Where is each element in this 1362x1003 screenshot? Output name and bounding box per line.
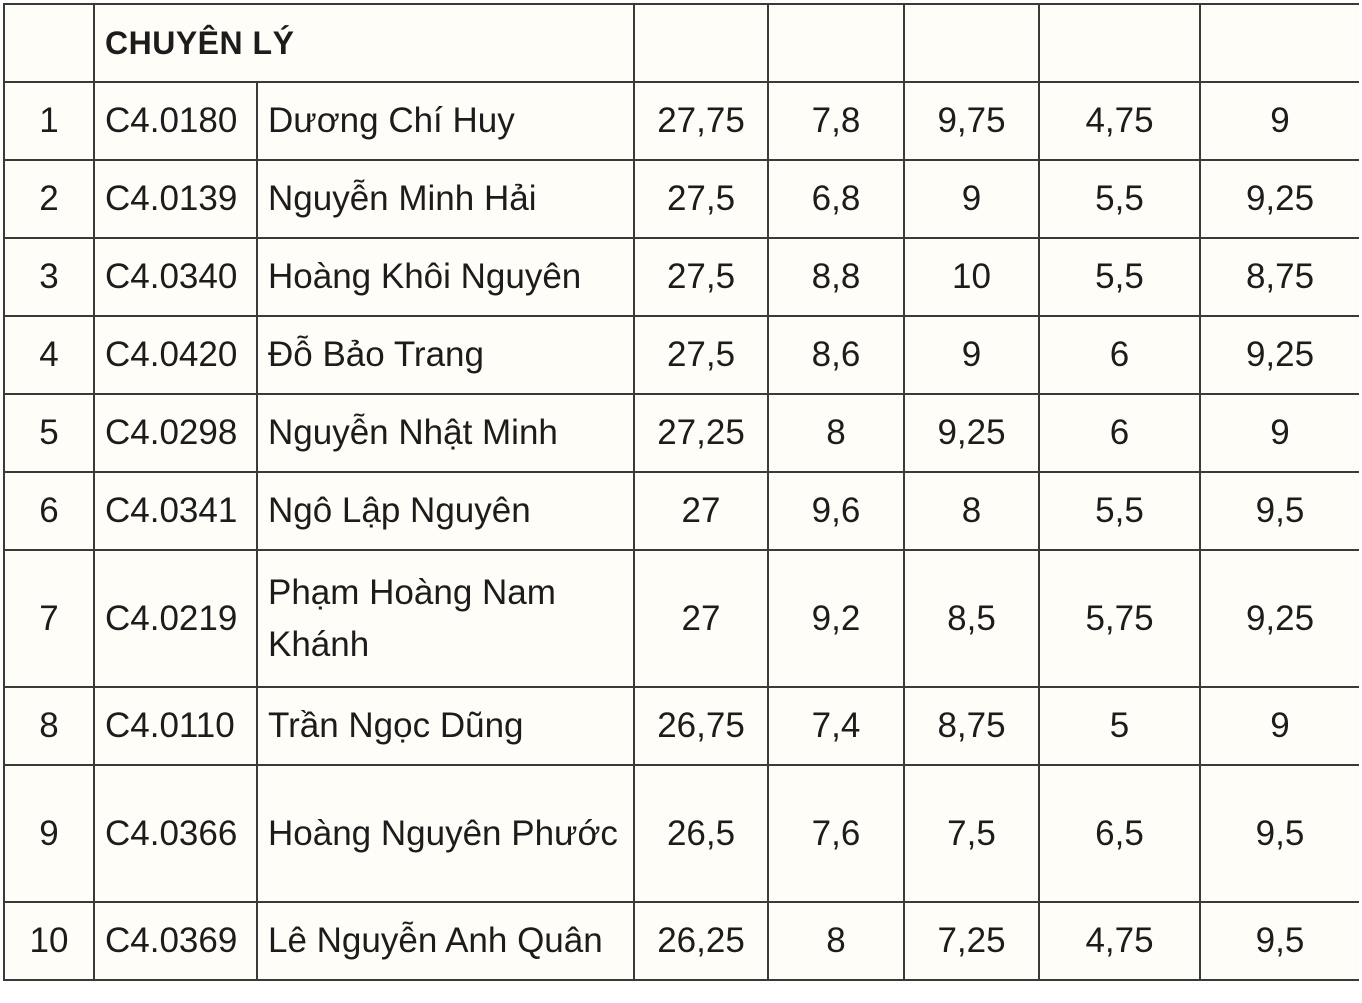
section-header-empty-cell [4,4,94,82]
score-cell: 8 [768,394,904,472]
rank-cell: 5 [4,394,94,472]
score-cell: 7,6 [768,765,904,902]
score-cell: 9,25 [1200,160,1359,238]
score-cell: 5,5 [1039,238,1200,316]
table-row [4,902,1359,980]
table-row [4,394,1359,472]
candidate-id-cell: C4.0219 [94,550,257,687]
candidate-id-cell: C4.0420 [94,316,257,394]
total-score-cell: 26,75 [634,687,768,765]
candidate-id-cell: C4.0298 [94,394,257,472]
candidate-id-cell: C4.0110 [94,687,257,765]
candidate-id-cell: C4.0369 [94,902,257,980]
student-name-cell: Ngô Lập Nguyên [257,472,634,550]
rank-cell: 4 [4,316,94,394]
score-cell: 9,75 [904,82,1039,160]
table-row [4,550,1359,687]
score-cell: 5 [1039,687,1200,765]
score-cell: 9 [904,316,1039,394]
section-header-empty-cell [1200,4,1359,82]
score-cell: 5,75 [1039,550,1200,687]
score-cell: 8,75 [904,687,1039,765]
table-row [4,160,1359,238]
score-cell: 5,5 [1039,472,1200,550]
score-cell: 6,8 [768,160,904,238]
table-row [4,82,1359,160]
score-cell: 7,8 [768,82,904,160]
table-row [4,238,1359,316]
candidate-id-cell: C4.0139 [94,160,257,238]
rank-cell: 8 [4,687,94,765]
student-name-cell: Phạm Hoàng Nam Khánh [257,550,634,687]
score-cell: 9,2 [768,550,904,687]
candidate-id-cell: C4.0340 [94,238,257,316]
student-name-cell: Nguyễn Minh Hải [257,160,634,238]
score-cell: 9,5 [1200,765,1359,902]
score-cell: 9,6 [768,472,904,550]
rank-cell: 6 [4,472,94,550]
score-cell: 9 [1200,394,1359,472]
student-name-cell: Dương Chí Huy [257,82,634,160]
rank-cell: 2 [4,160,94,238]
total-score-cell: 27,25 [634,394,768,472]
rank-cell: 7 [4,550,94,687]
section-header-empty-cell [1039,4,1200,82]
total-score-cell: 27,5 [634,316,768,394]
score-cell: 6 [1039,316,1200,394]
candidate-id-cell: C4.0366 [94,765,257,902]
table-row [4,472,1359,550]
candidate-id-cell: C4.0180 [94,82,257,160]
score-cell: 9,25 [1200,316,1359,394]
total-score-cell: 27 [634,472,768,550]
total-score-cell: 27 [634,550,768,687]
section-header-row [4,4,1359,82]
total-score-cell: 27,75 [634,82,768,160]
total-score-cell: 26,25 [634,902,768,980]
section-title: CHUYÊN LÝ [94,4,634,82]
table-row [4,316,1359,394]
student-name-cell: Hoàng Nguyên Phước [257,765,634,902]
rank-cell: 9 [4,765,94,902]
score-cell: 7,25 [904,902,1039,980]
score-cell: 7,4 [768,687,904,765]
student-name-cell: Hoàng Khôi Nguyên [257,238,634,316]
section-header-empty-cell [904,4,1039,82]
section-header-empty-cell [634,4,768,82]
total-score-cell: 27,5 [634,160,768,238]
student-name-cell: Đỗ Bảo Trang [257,316,634,394]
score-cell: 8 [904,472,1039,550]
score-cell: 9,25 [1200,550,1359,687]
rank-cell: 3 [4,238,94,316]
score-cell: 8,8 [768,238,904,316]
score-cell: 9 [904,160,1039,238]
score-cell: 6,5 [1039,765,1200,902]
rank-cell: 1 [4,82,94,160]
student-name-cell: Nguyễn Nhật Minh [257,394,634,472]
total-score-cell: 26,5 [634,765,768,902]
total-score-cell: 27,5 [634,238,768,316]
student-name-cell: Trần Ngọc Dũng [257,687,634,765]
score-cell: 10 [904,238,1039,316]
student-name-cell: Lê Nguyễn Anh Quân [257,902,634,980]
score-cell: 9 [1200,82,1359,160]
score-cell: 9,25 [904,394,1039,472]
score-cell: 9,5 [1200,902,1359,980]
score-cell: 8 [768,902,904,980]
rank-cell: 10 [4,902,94,980]
score-cell: 9 [1200,687,1359,765]
score-cell: 8,5 [904,550,1039,687]
results-table-container [3,3,1359,1003]
results-table [3,3,1359,981]
table-row [4,765,1359,902]
score-cell: 7,5 [904,765,1039,902]
score-cell: 5,5 [1039,160,1200,238]
score-cell: 4,75 [1039,82,1200,160]
score-cell: 6 [1039,394,1200,472]
score-cell: 4,75 [1039,902,1200,980]
section-header-empty-cell [768,4,904,82]
score-cell: 8,75 [1200,238,1359,316]
score-cell: 8,6 [768,316,904,394]
score-cell: 9,5 [1200,472,1359,550]
candidate-id-cell: C4.0341 [94,472,257,550]
table-row [4,687,1359,765]
